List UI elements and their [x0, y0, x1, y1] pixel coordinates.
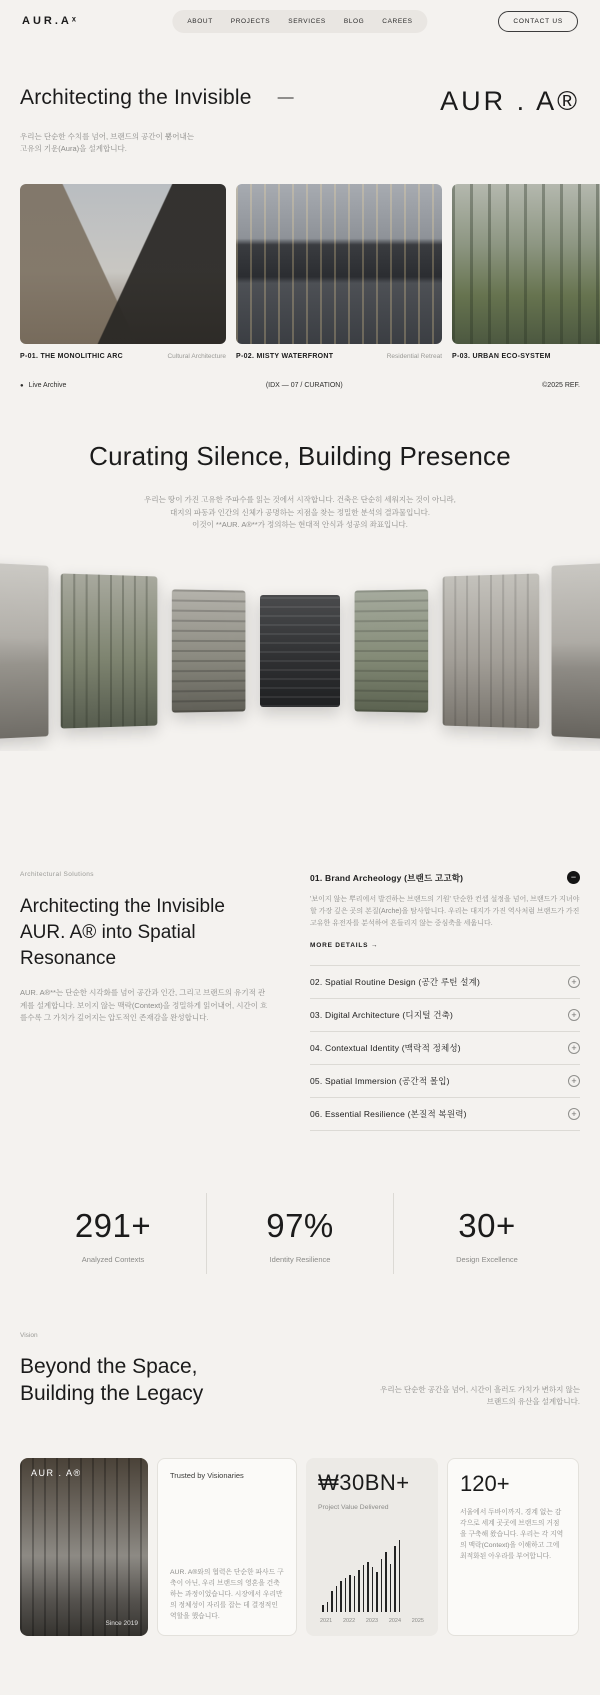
accordion-title: 05. Spatial Immersion (공간적 몰입)	[310, 1076, 450, 1087]
curating-line1: 우리는 땅이 가진 고유한 주파수를 읽는 것에서 시작합니다. 건축은 단순히 세워지는 것이 아니라,	[144, 495, 456, 505]
hero-subtitle-line1: 우리는 단순한 수치를 넘어, 브랜드의 공간이 뿜어내는	[20, 132, 194, 141]
nav-item-about[interactable]: ABOUT	[187, 18, 213, 25]
testimonial-card	[157, 1458, 297, 1636]
accordion-title: 02. Spatial Routine Design (공간 루틴 설계)	[310, 977, 481, 988]
chart-bar	[345, 1578, 347, 1612]
vision-paragraph	[380, 1384, 580, 1408]
carousel-image-6	[443, 574, 540, 729]
testimonial-title: Trusted by Visionaries	[170, 1470, 244, 1480]
brand-card-logo: AUR . A®	[31, 1467, 82, 1478]
vision-paragraph-line1: 우리는 단순한 공간을 넘어, 시간이 흘러도 가치가 변하지 않는	[380, 1384, 580, 1394]
curating-title: Curating Silence, Building Presence	[89, 441, 511, 472]
project-card-monolithic-arc[interactable]	[20, 184, 226, 360]
chart-bar	[367, 1562, 369, 1612]
project-image-urban-eco-system	[452, 184, 600, 344]
chart-year-label: 2024	[388, 1617, 402, 1624]
accordion-item-digital-architecture[interactable]	[310, 998, 580, 1031]
project-title: P-03. URBAN ECO-SYSTEM	[452, 353, 551, 361]
stat-label: Design Excellence	[456, 1255, 518, 1265]
project-gallery	[20, 184, 600, 360]
project-title: P-01. THE MONOLITHIC ARC	[20, 353, 123, 361]
value-chart-years	[318, 1618, 426, 1624]
vision-heading-line1: Beyond the Space,	[20, 1355, 198, 1379]
chart-bar	[331, 1591, 333, 1612]
vision-heading	[20, 1353, 203, 1408]
carousel-image-3	[172, 590, 246, 713]
stat-design-excellence	[393, 1193, 580, 1274]
project-value-figure: ₩30BN+	[318, 1469, 410, 1495]
services-heading: Architecting the Invisible AUR. A® into Spatial Resonance	[20, 896, 225, 969]
chart-year-label: 2022	[342, 1617, 356, 1624]
chart-bar	[354, 1576, 356, 1611]
expand-icon[interactable]: +	[568, 1009, 580, 1021]
chart-bar	[349, 1575, 351, 1612]
carousel-image-1	[0, 558, 48, 744]
nav-item-projects[interactable]: PROJECTS	[230, 18, 271, 25]
accordion-item-brand-archeology[interactable]	[310, 871, 580, 949]
accordion-title: 01. Brand Archeology (브랜드 고고학)	[310, 872, 464, 883]
services-section	[20, 871, 580, 1131]
hero-title: Architecting the Invisible	[20, 86, 252, 109]
image-carousel[interactable]	[0, 551, 600, 751]
contact-us-button[interactable]: CONTACT US	[498, 11, 578, 32]
chart-year-label: 2025	[411, 1617, 424, 1624]
services-paragraph: AUR. A®**는 단순한 시각화를 넘어 공간과 인간, 그리고 브랜드의 유기적 관계를 설계합니다. 보이지 않는 맥락(Context)을 정밀하게 읽어내어, 시간이 흐를수록 그 가치가 깊어지는 압도적인 존재감을 완성합니다.	[20, 988, 268, 1023]
project-value-card	[306, 1458, 438, 1636]
stat-value: 30+	[458, 1207, 516, 1245]
hero	[20, 86, 580, 117]
stat-identity-resilience	[206, 1193, 393, 1274]
live-archive-label: Live Archive	[28, 382, 67, 390]
chart-bar	[363, 1565, 365, 1611]
vision-heading-line2: Building the Legacy	[20, 1382, 204, 1406]
logo: AUR.Aˣ	[22, 15, 79, 27]
more-details-link[interactable]: MORE DETAILS →	[310, 942, 379, 950]
chart-bar	[336, 1586, 338, 1612]
accordion-title: 04. Contextual Identity (맥락적 정체성)	[310, 1043, 461, 1054]
hero-dash: —	[277, 89, 294, 106]
brand-image-card	[20, 1458, 148, 1636]
carousel-image-4	[260, 595, 340, 707]
main-nav	[172, 10, 427, 33]
project-card-misty-waterfront[interactable]	[236, 184, 442, 360]
services-eyebrow-label: Architectural Solutions	[20, 871, 94, 879]
vision-eyebrow-label: Vision	[20, 1332, 38, 1340]
project-category: Residential Retreat	[386, 353, 442, 361]
curation-index-label: (IDX — 07 / CURATION)	[265, 382, 343, 390]
carousel-image-7	[552, 558, 600, 744]
hero-subtitle-line2: 고유의 기운(Aura)을 설계합니다.	[20, 143, 127, 153]
project-image-misty-waterfront	[236, 184, 442, 344]
chart-bar	[358, 1570, 360, 1612]
accordion-title: 03. Digital Architecture (디지털 건축)	[310, 1010, 454, 1021]
expand-icon[interactable]: +	[568, 976, 580, 988]
vision-section	[20, 1332, 580, 1408]
global-reach-figure: 120+	[460, 1470, 510, 1496]
chart-year-label: 2021	[320, 1617, 333, 1624]
nav-item-services[interactable]: SERVICES	[288, 18, 326, 25]
chart-bar	[376, 1572, 378, 1612]
testimonial-quote: AUR. A®와의 협력은 단순한 파사드 구축이 아닌, 우리 브랜드의 영혼을 건축하는 과정이었습니다. 시장에서 우리만의 정체성이 자리를 잡는 데 결정적인 역할을 했습니다.	[170, 1569, 284, 1620]
brand-card-since-label: Since 2019	[105, 1619, 138, 1627]
project-category: Cultural Architecture	[167, 353, 226, 361]
curating-paragraph	[20, 494, 580, 531]
curating-section	[20, 441, 580, 531]
nav-item-careers[interactable]: CAREES	[382, 18, 413, 25]
global-reach-card	[447, 1458, 579, 1636]
stat-label: Analyzed Contexts	[81, 1255, 145, 1265]
carousel-image-5	[355, 590, 429, 713]
hero-subtitle	[20, 131, 580, 154]
services-accordion	[310, 871, 580, 1131]
stat-value: 97%	[266, 1207, 334, 1245]
curating-line2: 대지의 파동과 인간의 신체가 공명하는 지점을 찾는 정밀한 분석의 결과물입니다.	[170, 507, 430, 517]
accordion-title: 06. Essential Resilience (본질적 복원력)	[310, 1109, 467, 1120]
global-reach-text: 서울에서 두바이까지, 경계 없는 감각으로 세계 곳곳에 브랜드의 거점을 구축해 왔습니다. 우리는 각 지역의 맥락(Context)을 이해하고 그에 최적화된 아우라를 부여합니다.	[460, 1508, 564, 1561]
expand-icon[interactable]: +	[568, 1075, 580, 1087]
footer-cards	[20, 1458, 580, 1636]
accordion-item-spatial-routine-design[interactable]	[310, 965, 580, 998]
chart-bar	[394, 1546, 396, 1612]
nav-item-blog[interactable]: BLOG	[343, 18, 365, 25]
project-card-urban-eco-system[interactable]	[452, 184, 600, 360]
carousel-image-2	[61, 574, 158, 729]
accordion-item-essential-resilience[interactable]	[310, 1097, 580, 1131]
project-image-monolithic-arc	[20, 184, 226, 344]
live-indicator-dot: ●	[20, 382, 24, 389]
accordion-body: '보이지 않는 뿌리에서 발견하는 브랜드의 기원' 단순한 컨셉 설정을 넘어, 브랜드가 지녀야 할 가장 깊은 곳의 본질(Arche)을 탐사합니다. 우리는 대지가 가진 역사처럼 브랜드가 가진 고유한 유전자를 분석하여 흔들리지 않는 중심축을 세웁니다.	[310, 896, 580, 928]
project-value-label: Project Value Delivered	[318, 1503, 389, 1511]
chart-bar	[399, 1540, 401, 1612]
chart-bar	[322, 1605, 324, 1611]
archive-meta-row	[20, 382, 580, 389]
expand-icon[interactable]: +	[568, 1042, 580, 1054]
vision-paragraph-line2: 브랜드의 유산을 설계합니다.	[486, 1396, 580, 1406]
copyright-ref-label: ©2025 REF.	[542, 382, 580, 390]
stat-value: 291+	[74, 1207, 152, 1245]
accordion-item-spatial-immersion[interactable]	[310, 1064, 580, 1097]
chart-bar	[327, 1602, 329, 1612]
expand-icon[interactable]: +	[568, 1108, 580, 1120]
hero-brand-wordmark: AUR . A®	[440, 86, 580, 116]
chart-bar	[385, 1552, 387, 1611]
chart-bar	[372, 1567, 374, 1612]
accordion-item-contextual-identity[interactable]	[310, 1031, 580, 1064]
header	[0, 0, 600, 42]
stat-analyzed-contexts	[20, 1193, 206, 1274]
value-chart-bars	[318, 1540, 426, 1612]
chart-bar	[390, 1564, 392, 1612]
project-title: P-02. MISTY WATERFRONT	[236, 353, 334, 361]
collapse-icon[interactable]: −	[567, 871, 580, 884]
curating-line3: 이것이 **AUR. A®**가 정의하는 현대적 안식과 성공의 좌표입니다.	[192, 520, 408, 529]
chart-year-label: 2023	[365, 1617, 379, 1624]
chart-bar	[340, 1581, 342, 1611]
stat-label: Identity Resilience	[269, 1255, 331, 1265]
chart-bar	[381, 1559, 383, 1612]
stats-row	[20, 1193, 580, 1274]
